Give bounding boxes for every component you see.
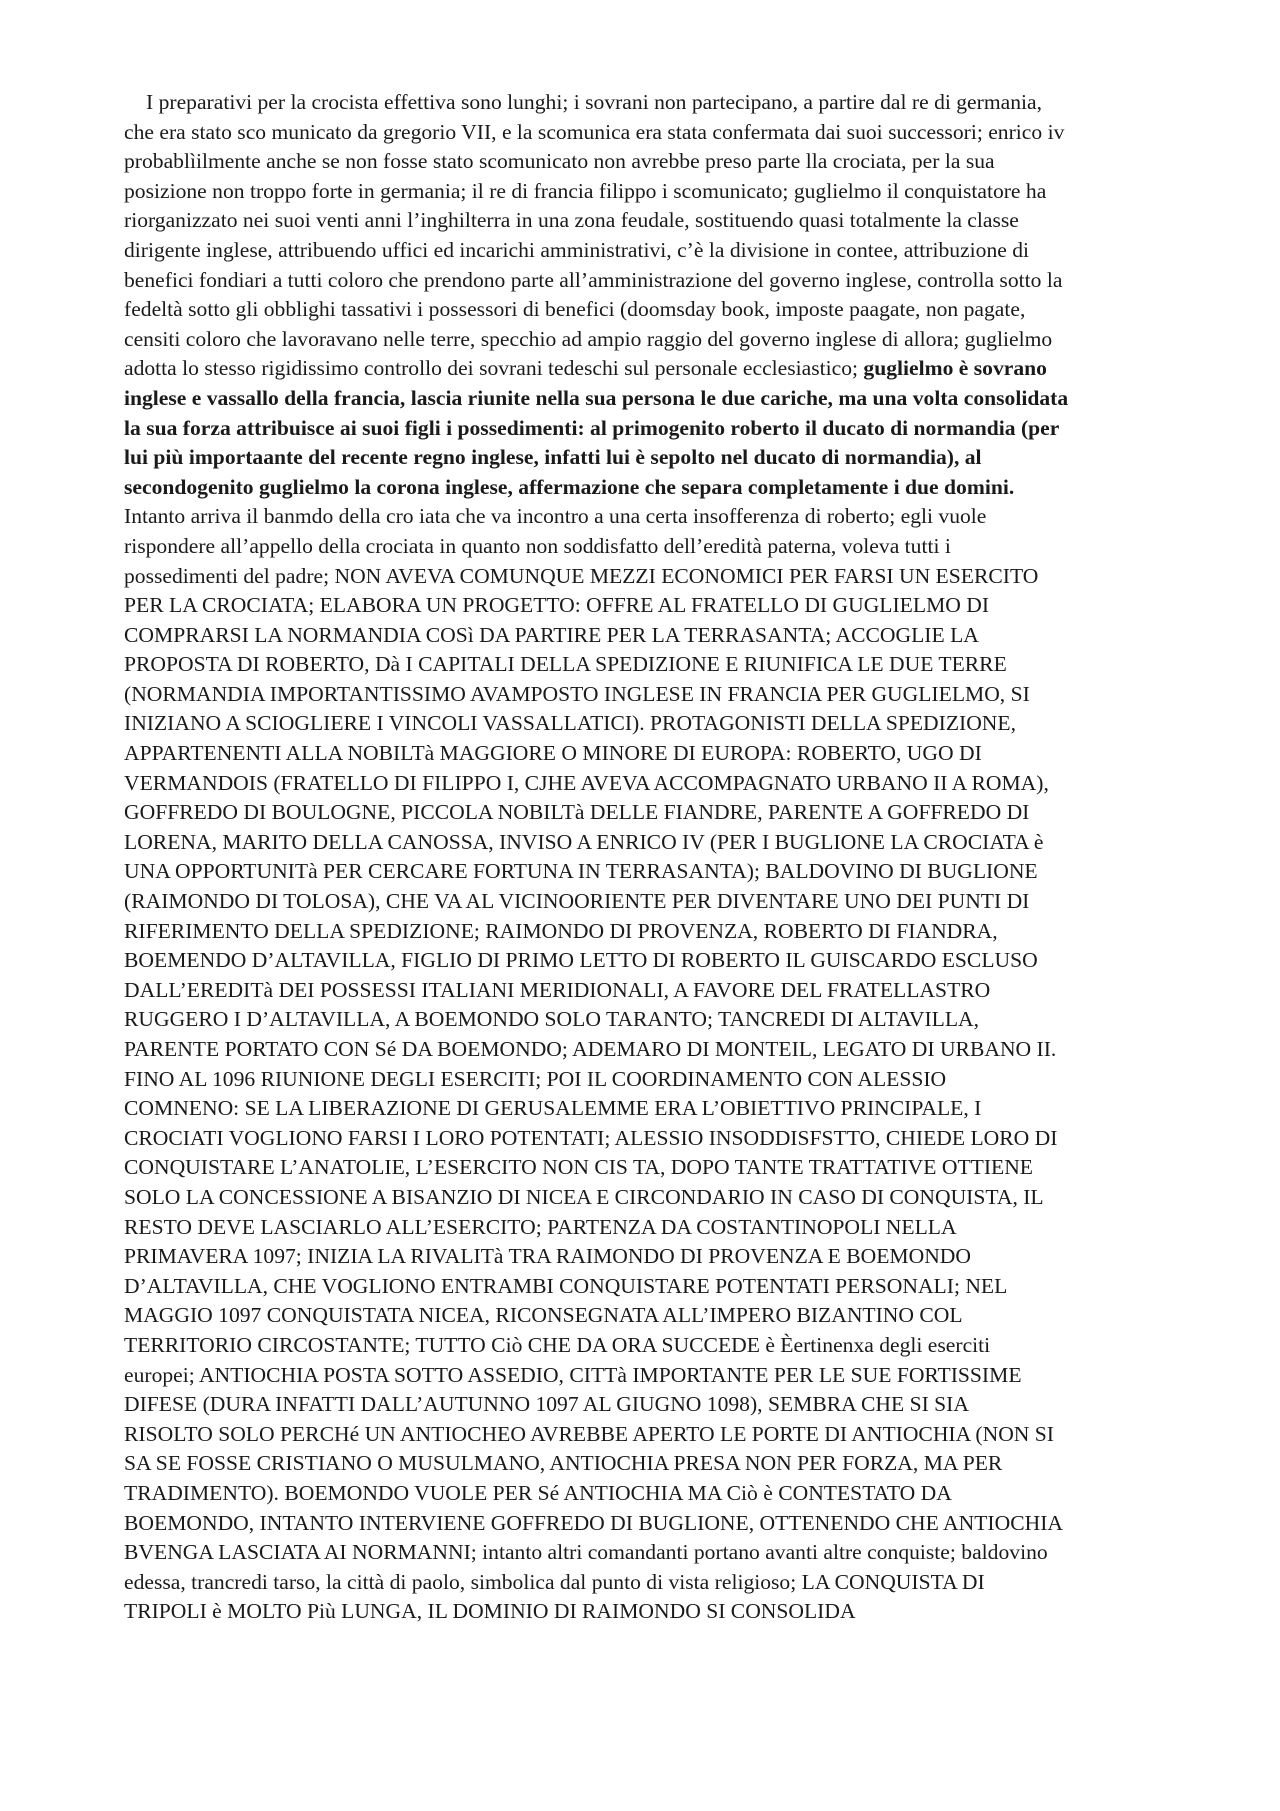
text-line: [124, 1390, 1170, 1420]
text-segment: FINO AL 1096 RIUNIONE DEGLI ESERCITI; POI IL COORDINAMENTO CON ALESSIO: [124, 1066, 947, 1091]
text-segment: RUGGERO I D’ALTAVILLA, A BOEMONDO SOLO TARANTO; TANCREDI DI ALTAVILLA,: [124, 1007, 980, 1032]
text-line: [124, 1035, 1170, 1065]
text-line: [124, 473, 1170, 503]
text-segment: I preparativi per la crocista effettiva sono lunghi; i sovrani non partecipano, a partire dal re di germania,: [146, 90, 1042, 114]
text-line: [124, 1005, 1170, 1035]
text-segment: TRADIMENTO). BOEMONDO VUOLE PER Sé ANTIOCHIA MA Ciò è CONTESTATO DA: [124, 1480, 952, 1505]
text-line: [124, 266, 1170, 296]
text-segment: BVENGA LASCIATA AI NORMANNI; intanto altri comandanti portano avanti altre conquiste; baldovino: [124, 1540, 1048, 1565]
text-line: [124, 798, 1170, 828]
text-segment: fedeltà sotto gli obblighi tassativi i possessori di benefici (doomsday book, imposte paagate, non pagate,: [124, 297, 1026, 322]
text-segment: edessa, trancredi tarso, la città di paolo, simbolica dal punto di vista religioso; LA CONQUISTA DI: [124, 1569, 985, 1594]
text-segment: che era stato sco municato da gregorio VII, e la scomunica era stata confermata dai suoi successori; enrico iv: [124, 119, 1065, 144]
text-line: [124, 414, 1170, 444]
text-line: [124, 857, 1170, 887]
text-line: [124, 1124, 1170, 1154]
text-segment: APPARTENENTI ALLA NOBILTà MAGGIORE O MINORE DI EUROPA: ROBERTO, UGO DI: [124, 741, 982, 766]
text-segment: GOFFREDO DI BOULOGNE, PICCOLA NOBILTà DELLE FIANDRE, PARENTE A GOFFREDO DI: [124, 800, 1030, 825]
text-segment: censiti coloro che lavoravano nelle terre, specchio ad ampio raggio del governo inglese di allora; guglielmo: [124, 326, 1053, 351]
text-segment: PARENTE PORTATO CON Sé DA BOEMONDO; ADEMARO DI MONTEIL, LEGATO DI URBANO II.: [124, 1037, 1057, 1061]
text-line: [124, 680, 1170, 710]
text-segment: DIFESE (DURA INFATTI DALL’AUTUNNO 1097 AL GIUGNO 1098), SEMBRA CHE SI SIA: [124, 1392, 969, 1417]
bold-text-segment: inglese e vassallo della francia, lascia riunite nella sua persona le due cariche, ma una volta consolidata: [124, 385, 1069, 410]
text-line: [124, 1538, 1170, 1568]
text-segment: TERRITORIO CIRCOSTANTE; TUTTO Ciò CHE DA ORA SUCCEDE è Èertinenxa degli eserciti: [124, 1332, 991, 1357]
text-line: [124, 502, 1170, 532]
text-segment: (NORMANDIA IMPORTANTISSIMO AVAMPOSTO INGLESE IN FRANCIA PER GUGLIELMO, SI: [124, 681, 1030, 706]
text-segment: SOLO LA CONCESSIONE A BISANZIO DI NICEA E CIRCONDARIO IN CASO DI CONQUISTA, IL: [124, 1184, 1044, 1209]
text-segment: (RAIMONDO DI TOLOSA), CHE VA AL VICINOORIENTE PER DIVENTARE UNO DEI PUNTI DI: [124, 889, 1030, 914]
text-segment: SA SE FOSSE CRISTIANO O MUSULMANO, ANTIOCHIA PRESA NON PER FORZA, MA PER: [124, 1451, 1003, 1476]
text-line: [124, 88, 1170, 118]
text-segment: MAGGIO 1097 CONQUISTATA NICEA, RICONSEGNATA ALL’IMPERO BIZANTINO COL: [124, 1303, 963, 1328]
text-segment: PROPOSTA DI ROBERTO, Dà I CAPITALI DELLA SPEDIZIONE E RIUNIFICA LE DUE TERRE: [124, 652, 1007, 677]
text-segment: RESTO DEVE LASCIARLO ALL’ESERCITO; PARTENZA DA COSTANTINOPOLI NELLA: [124, 1214, 957, 1239]
text-line: [124, 1597, 1170, 1627]
text-line: [124, 1094, 1170, 1124]
text-line: [124, 325, 1170, 355]
text-line: [124, 1272, 1170, 1302]
text-line: [124, 917, 1170, 947]
text-line: [124, 709, 1170, 739]
text-segment: VERMANDOIS (FRATELLO DI FILIPPO I, CJHE AVEVA ACCOMPAGNATO URBANO II A ROMA),: [124, 770, 1049, 795]
text-line: [124, 976, 1170, 1006]
text-segment: posizione non troppo forte in germania; il re di francia filippo i scomunicato; guglielmo il conquistatore ha: [124, 178, 1047, 203]
text-line: [124, 1509, 1170, 1539]
text-line: [124, 1213, 1170, 1243]
text-segment: BOEMONDO, INTANTO INTERVIENE GOFFREDO DI BUGLIONE, OTTENENDO CHE ANTIOCHIA: [124, 1510, 1063, 1535]
text-line: [124, 946, 1170, 976]
text-segment: benefici fondiari a tutti coloro che prendono parte all’amministrazione del governo inglese, controlla sotto la: [124, 267, 1063, 292]
text-line: [124, 532, 1170, 562]
text-segment: dirigente inglese, attribuendo uffici ed incarichi amministrativi, c’è la divisione in contee, attribuzione di: [124, 237, 1030, 262]
text-segment: RISOLTO SOLO PERCHé UN ANTIOCHEO AVREBBE APERTO LE PORTE DI ANTIOCHIA (NON SI: [124, 1421, 1054, 1446]
text-line: [124, 828, 1170, 858]
text-segment: LORENA, MARITO DELLA CANOSSA, INVISO A ENRICO IV (PER I BUGLIONE LA CROCIATA è: [124, 829, 1044, 854]
text-segment: TRIPOLI è MOLTO Più LUNGA, IL DOMINIO DI RAIMONDO SI CONSOLIDA: [124, 1599, 856, 1624]
text-segment: INIZIANO A SCIOGLIERE I VINCOLI VASSALLATICI). PROTAGONISTI DELLA SPEDIZIONE,: [124, 711, 1016, 736]
text-line: [124, 591, 1170, 621]
text-line: [124, 769, 1170, 799]
text-line: [124, 1568, 1170, 1598]
text-line: [124, 1242, 1170, 1272]
text-line: [124, 1065, 1170, 1095]
text-segment: adotta lo stesso rigidissimo controllo dei sovrani tedeschi sul personale ecclesiastico;: [124, 356, 864, 381]
text-line: [124, 1301, 1170, 1331]
bold-text-segment: secondogenito guglielmo la corona inglese, affermazione che separa completamente i due domini.: [124, 474, 1015, 499]
text-line: [124, 1420, 1170, 1450]
text-segment: D’ALTAVILLA, CHE VOGLIONO ENTRAMBI CONQUISTARE POTENTATI PERSONALI; NEL: [124, 1273, 1008, 1298]
document-page: [124, 88, 1170, 1627]
text-line: [124, 354, 1170, 384]
text-segment: COMNENO: SE LA LIBERAZIONE DI GERUSALEMME ERA L’OBIETTIVO PRINCIPALE, I: [124, 1096, 982, 1121]
text-line: [124, 236, 1170, 266]
text-line: [124, 295, 1170, 325]
text-segment: UNA OPPORTUNITà PER CERCARE FORTUNA IN TERRASANTA); BALDOVINO DI BUGLIONE: [124, 859, 1038, 884]
text-segment: probablìilmente anche se non fosse stato scomunicato non avrebbe preso parte lla crociata, per la sua: [124, 149, 995, 174]
text-line: [124, 147, 1170, 177]
text-line: [124, 887, 1170, 917]
text-segment: europei; ANTIOCHIA POSTA SOTTO ASSEDIO, CITTà IMPORTANTE PER LE SUE FORTISSIME: [124, 1362, 1022, 1387]
text-line: [124, 562, 1170, 592]
text-segment: COMPRARSI LA NORMANDIA COSì DA PARTIRE PER LA TERRASANTA; ACCOGLIE LA: [124, 622, 979, 647]
text-line: [124, 739, 1170, 769]
text-segment: riorganizzato nei suoi venti anni l’inghilterra in una zona feudale, sostituendo quasi totalmente la classe: [124, 208, 1019, 233]
bold-text-segment: lui più importaante del recente regno inglese, infatti lui è sepolto nel ducato di normandia), al: [124, 445, 982, 470]
text-line: [124, 177, 1170, 207]
text-segment: PER LA CROCIATA; ELABORA UN PROGETTO: OFFRE AL FRATELLO DI GUGLIELMO DI: [124, 593, 990, 618]
text-line: [124, 384, 1170, 414]
text-line: [124, 1479, 1170, 1509]
text-line: [124, 1153, 1170, 1183]
text-segment: DALL’EREDITà DEI POSSESSI ITALIANI MERIDIONALI, A FAVORE DEL FRATELLASTRO: [124, 977, 991, 1002]
text-line: [124, 650, 1170, 680]
text-segment: PRIMAVERA 1097; INIZIA LA RIVALITà TRA RAIMONDO DI PROVENZA E BOEMONDO: [124, 1244, 971, 1269]
text-segment: CROCIATI VOGLIONO FARSI I LORO POTENTATI; ALESSIO INSODDISFSTTO, CHIEDE LORO DI: [124, 1125, 1058, 1150]
text-segment: Intanto arriva il banmdo della cro iata che va incontro a una certa insofferenza di roberto; egli vuole: [124, 504, 987, 529]
bold-text-segment: la sua forza attribuisce ai suoi figli i possedimenti: al primogenito roberto il ducato di normandia (per: [124, 415, 1060, 440]
text-segment: rispondere all’appello della crociata in quanto non soddisfatto dell’eredità paterna, voleva tutti i: [124, 533, 951, 558]
text-line: [124, 118, 1170, 148]
text-line: [124, 206, 1170, 236]
text-line: [124, 621, 1170, 651]
text-line: [124, 443, 1170, 473]
text-segment: RIFERIMENTO DELLA SPEDIZIONE; RAIMONDO DI PROVENZA, ROBERTO DI FIANDRA,: [124, 918, 998, 943]
text-line: [124, 1449, 1170, 1479]
text-line: [124, 1183, 1170, 1213]
text-line: [124, 1361, 1170, 1391]
bold-text-segment: guglielmo è sovrano: [863, 356, 1047, 381]
text-segment: BOEMENDO D’ALTAVILLA, FIGLIO DI PRIMO LETTO DI ROBERTO IL GUISCARDO ESCLUSO: [124, 948, 1038, 973]
text-segment: possedimenti del padre; NON AVEVA COMUNQUE MEZZI ECONOMICI PER FARSI UN ESERCITO: [124, 563, 1039, 588]
text-segment: CONQUISTARE L’ANATOLIE, L’ESERCITO NON CIS TA, DOPO TANTE TRATTATIVE OTTIENE: [124, 1155, 1033, 1180]
text-line: [124, 1331, 1170, 1361]
